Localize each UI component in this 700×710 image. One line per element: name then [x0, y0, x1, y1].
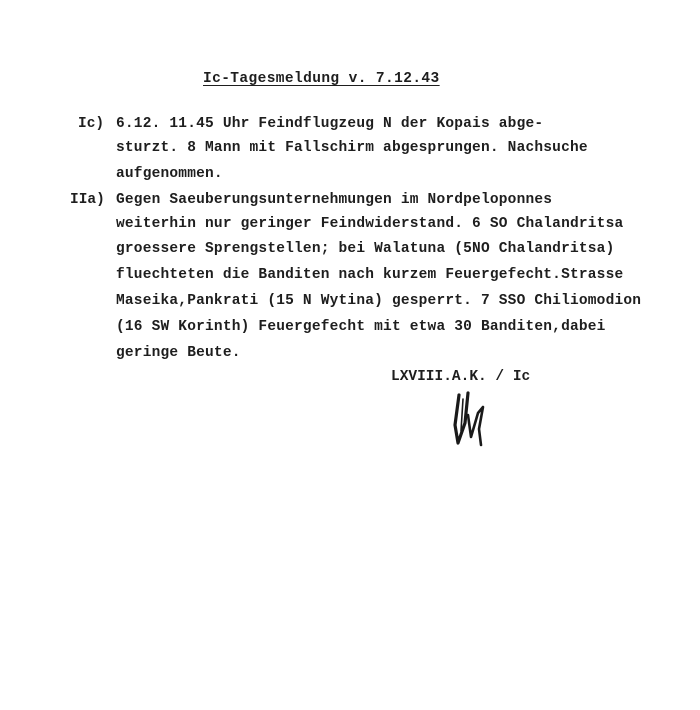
- section-label: IIa): [70, 192, 105, 208]
- handwritten-signature: [445, 385, 495, 451]
- section-label: Ic): [78, 116, 105, 132]
- text-line: Gegen Saeuberungsunternehmungen im Nordpeloponnes: [116, 192, 553, 208]
- text-line: (16 SW Korinth) Feuergefecht mit etwa 30 Banditen,dabei: [116, 319, 606, 335]
- text-line: Maseika,Pankrati (15 N Wytina) gesperrt. 7 SSO Chiliomodion: [116, 293, 642, 309]
- text-line: aufgenommen.: [116, 166, 223, 182]
- text-line: sturzt. 8 Mann mit Fallschirm abgesprungen. Nachsuche: [116, 140, 588, 156]
- text-line: geringe Beute.: [116, 345, 241, 361]
- report-title: Ic-Tagesmeldung v. 7.12.43: [203, 71, 440, 87]
- text-line: 6.12. 11.45 Uhr Feindflugzeug N der Kopais abge-: [116, 116, 544, 132]
- signature-unit: LXVIII.A.K. / Ic: [391, 369, 531, 385]
- text-line: groessere Sprengstellen; bei Walatuna (5NO Chalandritsa): [116, 241, 615, 257]
- text-line: fluechteten die Banditen nach kurzem Feuergefecht.Strasse: [116, 267, 624, 283]
- text-line: weiterhin nur geringer Feindwiderstand. 6 SO Chalandritsa: [116, 216, 624, 232]
